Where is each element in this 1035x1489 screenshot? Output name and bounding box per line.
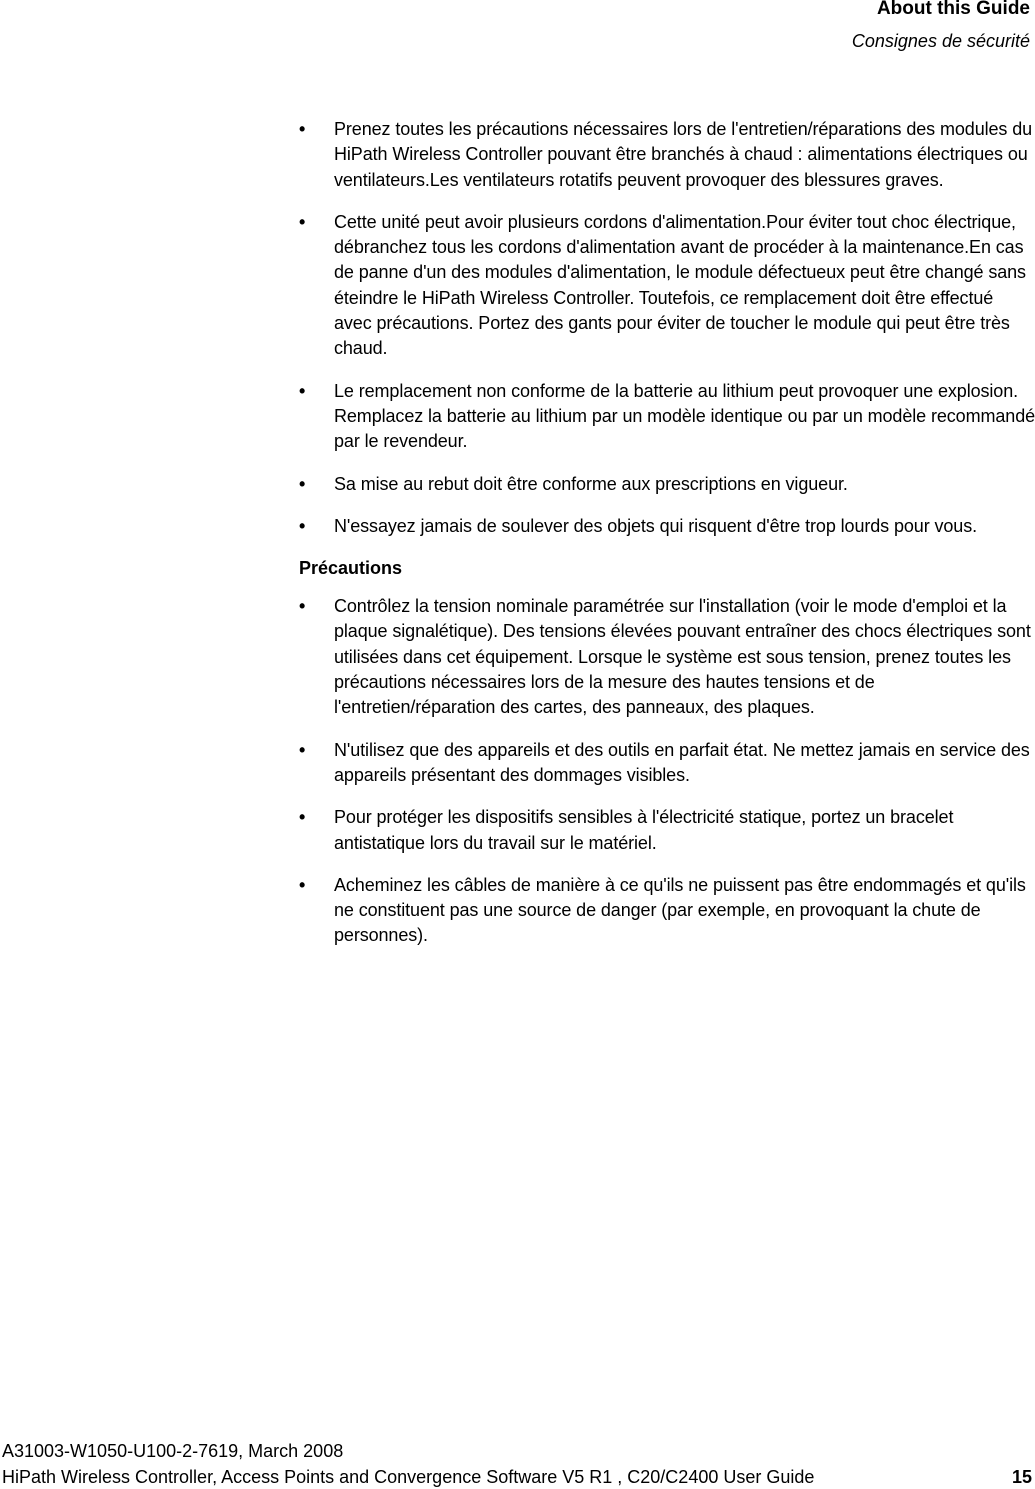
list-item	[299, 210, 1035, 362]
bullet-icon: •	[299, 596, 306, 617]
list-item-text: Pour protéger les dispositifs sensibles à l'électricité statique, portez un bracelet antistatique lors du travail sur le matériel.	[334, 807, 954, 853]
safety-list	[299, 117, 1035, 539]
list-item	[299, 379, 1035, 455]
page-number: 15	[1011, 1467, 1032, 1487]
document-title: HiPath Wireless Controller, Access Points and Convergence Software V5 R1 , C20/C2400 User Guide	[2, 1467, 815, 1487]
list-item	[299, 594, 1035, 720]
list-item-text: Prenez toutes les précautions nécessaires lors de l'entretien/réparations des modules du HiPath Wireless Controller pouvant être branchés à chaud : alimentations électriques ou ventilateurs.Les ventilateurs rotatifs peuvent provoquer des blessures graves.	[334, 119, 1033, 190]
list-item-text: Acheminez les câbles de manière à ce qu'ils ne puissent pas être endommagés et qu'ils ne constituent pas une source de danger (par exemple, en provoquant la chute de personnes).	[334, 874, 1026, 946]
list-item-text: Le remplacement non conforme de la batterie au lithium peut provoquer une explosion. Remplacez la batterie au lithium par un modèle identique ou par un modèle recommandé par le revendeur.	[334, 380, 1035, 452]
bullet-icon: •	[299, 739, 306, 760]
section-subtitle: Consignes de sécurité	[851, 31, 1030, 51]
document-id: A31003-W1050-U100-2-7619, March 2008	[2, 1441, 344, 1461]
list-item-text: Contrôlez la tension nominale paramétrée sur l'installation (voir le mode d'emploi et la plaque signalétique). Des tensions élevées pouvant entraîner des chocs électriques sont utilisées dans cet équipement. Lorsque le système est sous tension, prenez toutes les précautions nécessaires lors de la mesure des hautes tensions et de l'entretien/réparation des cartes, des panneaux, des plaques.	[334, 596, 1031, 718]
list-item	[299, 738, 1035, 789]
precautions-list	[299, 594, 1035, 949]
bullet-icon: •	[299, 380, 306, 401]
bullet-icon: •	[299, 515, 306, 536]
list-item-text: N'essayez jamais de soulever des objets qui risquent d'être trop lourds pour vous.	[334, 515, 978, 536]
list-item	[299, 117, 1035, 193]
list-item	[299, 805, 1035, 856]
list-item	[299, 472, 1035, 497]
bullet-icon: •	[299, 807, 306, 828]
main-content	[299, 117, 1035, 966]
page-footer	[2, 1440, 1032, 1488]
bullet-icon: •	[299, 874, 306, 895]
bullet-icon: •	[299, 211, 306, 232]
list-item	[299, 873, 1035, 949]
list-item-text: N'utilisez que des appareils et des outils en parfait état. Ne mettez jamais en service des appareils présentant des dommages visibles.	[334, 739, 1030, 785]
bullet-icon: •	[299, 473, 306, 494]
list-item	[299, 514, 1035, 539]
footer-line	[2, 1466, 1032, 1488]
list-item-text: Cette unité peut avoir plusieurs cordons d'alimentation.Pour éviter tout choc électrique, débranchez tous les cordons d'alimentation avant de procéder à la maintenance.En cas de panne d'un des modules d'alimentation, le module défectueux peut être changé sans éteindre le HiPath Wireless Controller. Toutefois, ce remplacement doit être effectué avec précautions. Portez des gants pour éviter de toucher le module qui peut être très chaud.	[334, 211, 1026, 359]
list-item-text: Sa mise au rebut doit être conforme aux prescriptions en vigueur.	[334, 473, 848, 494]
page-header	[852, 0, 1030, 52]
chapter-title: About this Guide	[876, 0, 1030, 19]
bullet-icon: •	[299, 119, 306, 139]
precautions-heading: Précautions	[299, 558, 403, 579]
